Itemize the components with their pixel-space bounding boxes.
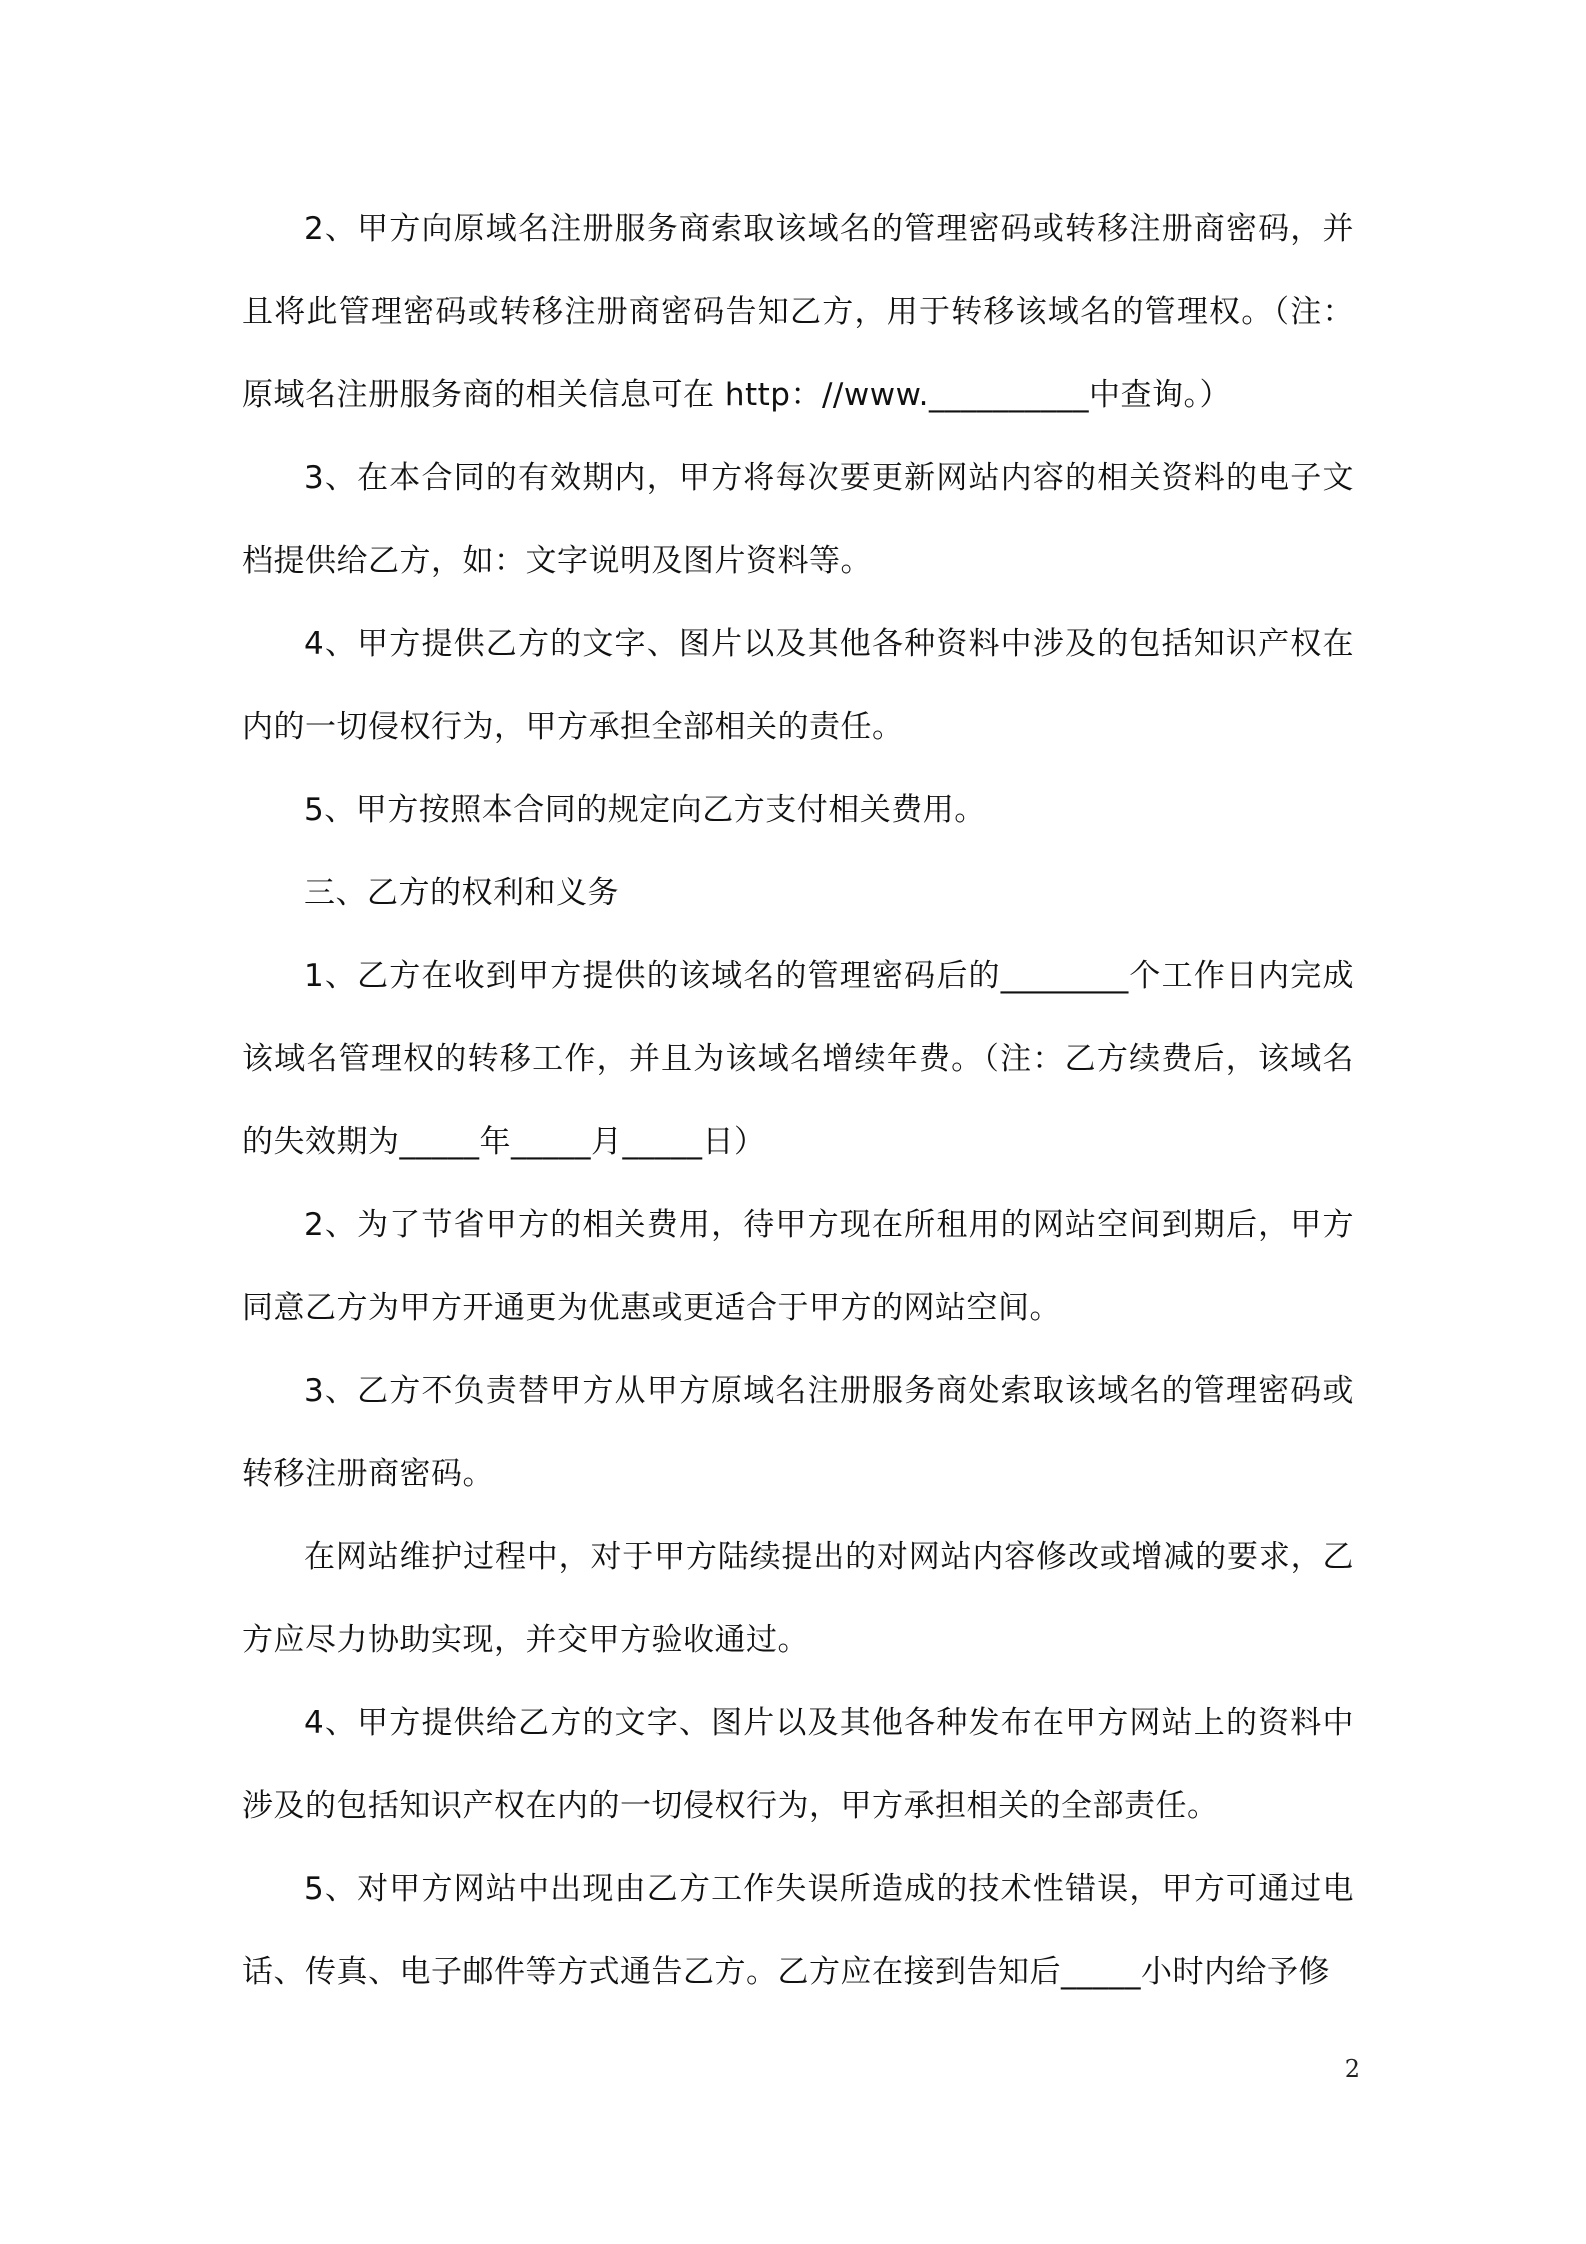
paragraph-b3-password-responsibility: 3、乙方不负责替甲方从甲方原域名注册服务商处索取该域名的管理密码或转移注册商密码。 <box>242 1373 1354 1492</box>
document-body <box>242 188 1354 2014</box>
paragraph-maintenance-assist: 在网站维护过程中，对于甲方陆续提出的对网站内容修改或增减的要求，乙方应尽力协助实现，并交甲方验收通过。 <box>242 1539 1354 1658</box>
section-heading-party-b-rights: 三、乙方的权利和义务 <box>304 875 619 911</box>
paragraph-b4-infringement: 4、甲方提供给乙方的文字、图片以及其他各种发布在甲方网站上的资料中涉及的包括知识产权在内的一切侵权行为，甲方承担相关的全部责任。 <box>242 1705 1354 1824</box>
page-number: 2 <box>1344 2055 1360 2083</box>
paragraph-b5-error-fix: 5、对甲方网站中出现由乙方工作失误所造成的技术性错误，甲方可通过电话、传真、电子邮件等方式通告乙方。乙方应在接到告知后_____小时内给予修 <box>242 1871 1354 1990</box>
paragraph-4-infringement-liability: 4、甲方提供乙方的文字、图片以及其他各种资料中涉及的包括知识产权在内的一切侵权行为，甲方承担全部相关的责任。 <box>242 626 1354 745</box>
paragraph-3-update-materials: 3、在本合同的有效期内，甲方将每次要更新网站内容的相关资料的电子文档提供给乙方，如：文字说明及图片资料等。 <box>242 460 1354 579</box>
paragraph-b1-transfer: 1、乙方在收到甲方提供的该域名的管理密码后的________个工作日内完成该域名管理权的转移工作，并且为该域名增续年费。（注：乙方续费后，该域名的失效期为_____年_____月_____日） <box>242 958 1354 1160</box>
paragraph-b2-hosting-space: 2、为了节省甲方的相关费用，待甲方现在所租用的网站空间到期后，甲方同意乙方为甲方开通更为优惠或更适合于甲方的网站空间。 <box>242 1207 1354 1326</box>
paragraph-2-domain-password: 2、甲方向原域名注册服务商索取该域名的管理密码或转移注册商密码，并且将此管理密码或转移注册商密码告知乙方，用于转移该域名的管理权。（注：原域名注册服务商的相关信息可在 http：//www.__________中查询。） <box>242 211 1354 413</box>
paragraph-5-payment: 5、甲方按照本合同的规定向乙方支付相关费用。 <box>304 792 986 828</box>
